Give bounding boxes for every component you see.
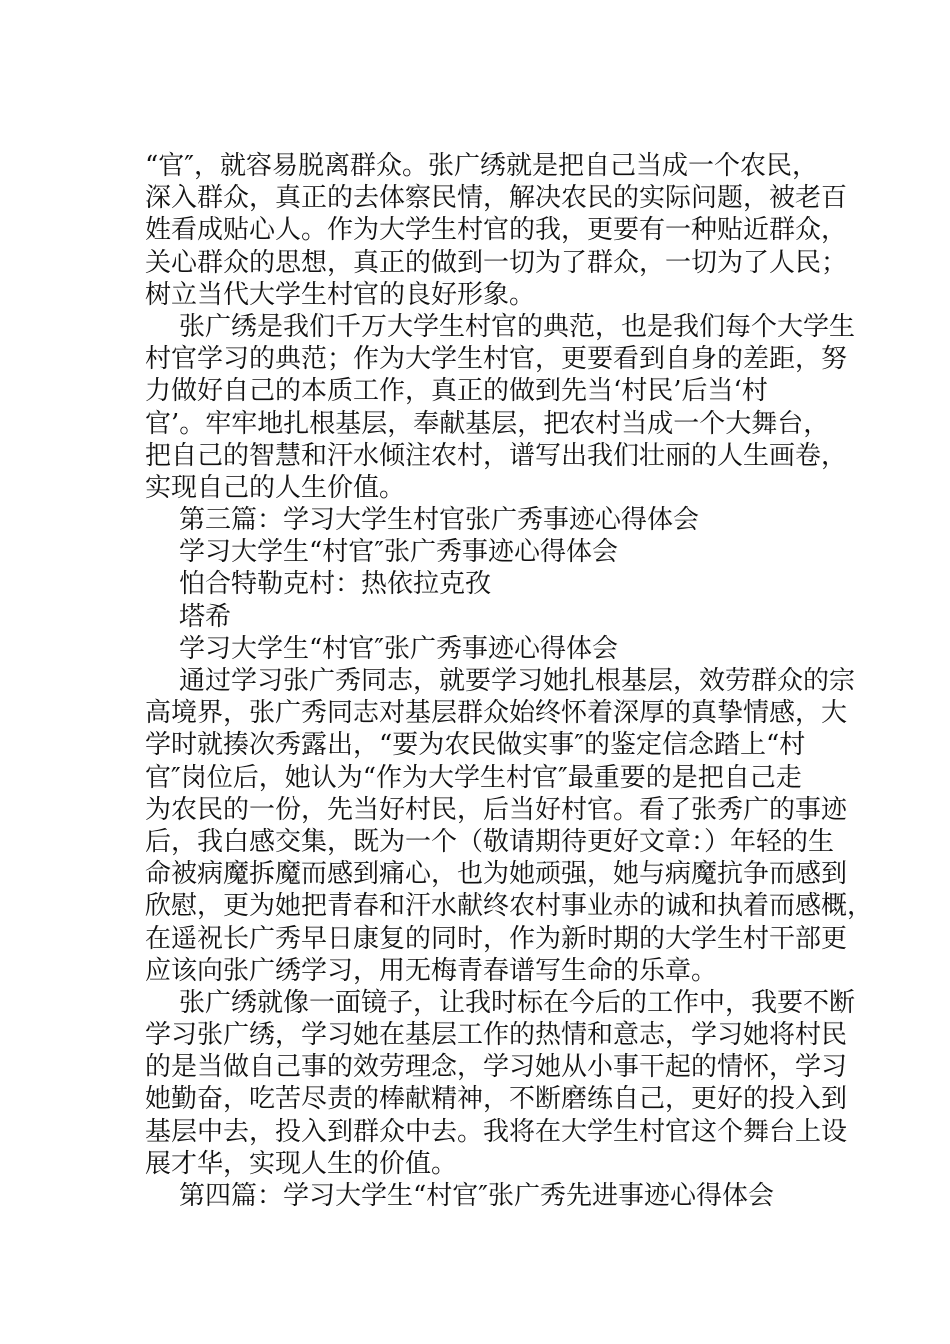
text-line: 姓看成贴心人。作为大学生村官的我，更要有一种贴近群众， [145,215,848,246]
text-line: 力做好自己的本质工作，真正的做到先当‘村民’后当‘村 [145,376,768,407]
paragraph [145,536,845,568]
text-line: 学习大学生“村官″张广秀事迹心得体会 [179,537,619,568]
text-line: 张广绣就像一面镜子，让我时标在今后的工作中，我要不断 [179,987,856,1018]
paragraph [145,987,856,1180]
text-line: 通过学习张广秀同志，就要学习她扎根基层，效劳群众的宗 [179,666,856,696]
text-line: 的是当做自己事的效劳理念，学习她从小事干起的情怀，学习 [145,1052,848,1083]
text-line: 基层中去，投入到群众中去。我将在大学生村官这个舞台上设 [145,1116,848,1147]
text-line: 关心群众的思想，真正的做到一切为了群众，一切为了人民； [145,247,848,278]
text-line: 展才华，实现人生的价值。 [145,1148,458,1179]
document-body [145,150,874,1212]
text-line: 第四篇：学习大学生“村官″张广秀先进事迹心得体会 [179,1181,775,1211]
text-line: 学习张广绣，学习她在基层工作的热情和意志，学习她将村民 [145,1020,848,1051]
text-line: 官’。牢牢地扎根基层，奉献基层，把农村当成一个大舞台， [145,408,830,439]
text-line: 学习大学生“村官″张广秀事迹心得体会 [179,633,619,664]
paragraph [145,1180,845,1212]
text-line: 为农民的一份，先当好村民，后当好村官。看了张秀广的事迹 [145,794,848,825]
text-line: 命被病魔拆魔而感到痛心，也为她顽强，她与病魔抗争而感到 [145,859,848,890]
paragraph [145,504,845,536]
paragraph [145,150,848,311]
text-line: 她勤奋，吃苦尽责的棒献精神，不断磨练自己，更好的投入到 [145,1084,848,1115]
paragraph [145,601,845,633]
text-line: 高境界，张广秀同志对基层群众始终怀着深厚的真挚情感，大 [145,698,848,729]
text-line: 后，我白感交集，既为一个（敬请期待更好文章：）年轻的生 [145,826,835,857]
text-line: 村官学习的典范；作为大学生村官，更要看到自身的差距，努 [145,344,848,375]
paragraph [145,311,856,504]
text-line: 应该向张广绣学习，用无梅青春谱写生命的乐章。 [145,955,718,986]
paragraph [145,633,845,665]
paragraph [145,568,845,600]
text-line: 官″岗位后，她认为“作为大学生村官″最重要的是把自己走 [145,762,802,793]
text-line: 把自己的智慧和汗水倾注农村，谱写出我们壮丽的人生画卷， [145,440,848,471]
text-line: 树立当代大学生村官的良好形象。 [145,279,536,310]
text-line: 实现自己的人生价值。 [145,472,406,503]
text-line: 深入群众，真正的去体察民情，解决农民的实际问题，被老百 [145,183,848,214]
text-line: 学时就揍次秀露出，“要为农民做实事″的鉴定信念踏上“村 [145,730,806,761]
text-line: 在遥祝长广秀早日康复的同时，作为新时期的大学生村干部更 [145,923,848,954]
text-line: 塔希 [179,601,232,632]
text-line: “官″，就容易脱离群众。张广绣就是把自己当成一个农民， [145,151,819,181]
paragraph [145,665,874,987]
text-line: 张广绣是我们千万大学生村官的典范，也是我们每个大学生 [179,311,856,342]
text-line: 欣慰，更为她把青春和汗水献终农村事业赤的诚和执着而感概， [145,891,874,922]
text-line: 第三篇：学习大学生村官张广秀事迹心得体会 [179,505,700,536]
text-line: 怕合特勒克村：热依拉克孜 [179,569,492,600]
